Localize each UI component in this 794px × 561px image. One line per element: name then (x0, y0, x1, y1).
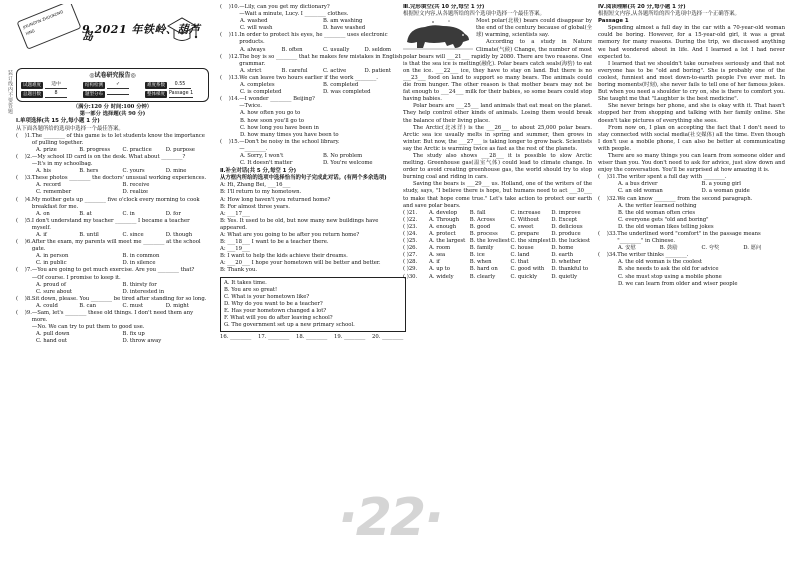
answer-option[interactable]: A. completes (240, 82, 275, 89)
answer-option[interactable]: B. how soon you'll go to (240, 117, 304, 124)
question-number: ( )15. (220, 138, 240, 145)
section-2-title: Ⅱ.补全对话(共 5 分,每空 1 分) (220, 168, 297, 175)
answer-option[interactable]: C. increase (510, 209, 541, 216)
answer-option[interactable]: B. careful (281, 67, 308, 74)
question-number: ( )8. (16, 295, 32, 302)
dialogue-line: B: For almost three years. (220, 203, 290, 210)
passage-paragraph: The study also shows ___28___ it is possible to slow Arctic melting. Greenhouse gas(温室气体) could lead to climate change. In order to avoid creating greenhouse gas, the world should try to stop burning coal and riding in cars. (403, 152, 592, 181)
answer-option[interactable]: D. purpose (165, 146, 195, 153)
answer-options (16, 147, 209, 154)
answer-option[interactable]: D. You're welcome (323, 160, 373, 167)
section-1-instruction: 从下面各题所给的选项中选择一个最佳答案。 (16, 125, 124, 132)
answer-option[interactable]: D. a woman guide (701, 188, 750, 195)
answer-option[interactable]: A. widely (429, 273, 454, 280)
answer-option[interactable]: C. It doesn't matter (240, 160, 293, 167)
answer-option[interactable]: D. improve (551, 209, 581, 216)
answer-options (598, 259, 785, 287)
answer-option[interactable]: B. until (79, 231, 99, 238)
answer-options (16, 168, 209, 175)
answer-option[interactable]: B. receive (122, 182, 150, 189)
column-3 (403, 4, 592, 281)
page-title: 9.2021 年铁岭、葫芦岛 (82, 23, 201, 44)
answer-option[interactable]: A. Sorry, I won't (240, 152, 284, 159)
answer-option[interactable]: D. patient (364, 67, 391, 74)
cloze-option-row (403, 217, 592, 224)
report-grid (21, 81, 204, 98)
question (598, 196, 785, 203)
cloze-option-row (403, 266, 592, 273)
question-number: ( )7. (16, 267, 32, 274)
question-stem: —My school ID card is on the desk. What about ________? —It's in my schoolbag. (31, 153, 186, 168)
question-number: ( )5. (16, 217, 32, 224)
answer-options (220, 82, 406, 96)
question-stem: These photos ________ the doctors' unusual working experiences. (31, 175, 207, 182)
passage-paragraph: The Arctic(北冰洋) is the ___26___ to about 25,000 polar bears. Arctic sea ice usually melts in spring and summer, then grows in winter. But now, the ___27___ is taking longer to grow back. Scientists say the Arctic is warming twice as fast as the rest of the planets. (403, 124, 592, 152)
answer-option[interactable]: B. when (469, 259, 492, 266)
cloze-option-row (403, 238, 592, 245)
option-sentence: G. The government set up a new primary school. (224, 322, 355, 329)
report-value: 适中 (45, 81, 67, 89)
question-stem: —You are going to get much exercise. Are you ________ that? —Of course. I promise to keep it. (31, 267, 195, 281)
answer-option[interactable]: D. home (551, 245, 574, 252)
report-label: 整体梯度 (147, 91, 165, 97)
answer-option[interactable]: A. the writer learned nothing (618, 202, 697, 209)
answer-option[interactable]: C. everyone gets "old and boring" (618, 216, 709, 223)
answer-option[interactable]: C. prepare (510, 231, 540, 237)
question (16, 197, 209, 211)
dialogue-line: A: ___20___ I hope your hometown will be better and better. (220, 260, 381, 267)
answer-option[interactable]: D. 愿问 (743, 245, 762, 252)
option-sentence: B. You are so great! (224, 286, 278, 293)
answer-options (16, 182, 209, 196)
answer-option[interactable]: C. 夸奖 (701, 245, 720, 252)
question (16, 296, 209, 303)
answer-option[interactable]: B. the loveliest (469, 238, 510, 245)
answer-option[interactable]: C. the simplest (510, 238, 551, 245)
cloze-options (403, 210, 592, 281)
dialogue-line: A: What are you going to be after you return home? (220, 232, 360, 238)
dialogue-line: B: I want to help the kids achieve their dreams. (220, 253, 348, 260)
answer-options (16, 253, 209, 267)
answer-options (16, 303, 209, 310)
question-stem: We can know ________ from the second paragraph. (617, 195, 753, 202)
question-number: ( )28. (403, 259, 418, 266)
column-4 (598, 4, 785, 288)
answer-option[interactable]: B. family (469, 245, 494, 252)
answer-option[interactable]: B. ice (469, 252, 485, 259)
dialogue-line: A: ___19___ (220, 246, 250, 253)
answer-blank: 19. ________ (334, 334, 366, 341)
question-number: ( )14. (220, 96, 240, 103)
answer-blank: 16. ________ (220, 334, 252, 341)
answer-option[interactable]: D. earth (551, 252, 574, 259)
page-number: ·22· (338, 488, 442, 548)
question-number: ( )30. (403, 273, 418, 280)
cloze-option-row (403, 259, 592, 266)
answer-option[interactable]: C. that (510, 259, 529, 266)
answer-option[interactable]: B. often (281, 46, 303, 53)
answer-option[interactable]: D. was completed (323, 89, 371, 96)
dialogue-line: A: Hi, Zhang Bei, ___16___ (220, 182, 291, 189)
cloze-option-row (403, 274, 592, 281)
answer-options (16, 211, 209, 218)
answer-options (598, 181, 785, 195)
question-number: ( )6. (16, 239, 32, 246)
answer-options (16, 331, 209, 345)
column-2 (220, 4, 406, 341)
question-number: ( )23. (403, 223, 418, 230)
question-number: ( )27. (403, 252, 418, 259)
answer-option[interactable]: B. No problem (323, 152, 363, 159)
report-label: 题型分布 (85, 91, 103, 97)
question-number: ( )21. (403, 209, 418, 216)
answer-option[interactable]: D. delicious (551, 223, 583, 230)
answer-option[interactable]: B. good (469, 223, 491, 230)
question (16, 239, 209, 253)
question (16, 175, 209, 182)
cloze-option-row (403, 245, 592, 252)
question-stem: In order to protect his eyes, he ________ uses electronic products. (239, 32, 388, 46)
answer-option[interactable]: D. have washed (323, 25, 366, 32)
report-title: ◎试卷研究报告◎ (89, 72, 136, 79)
question-stem: After the exam, my parents will meet me ________ at the school gate. (31, 239, 201, 253)
question-stem: The ________ of this game is to let students know the importance of pulling together. (31, 132, 205, 146)
option-sentence: D. Why do you want to be a teacher? (224, 300, 323, 307)
exam-report-box (16, 68, 209, 102)
answer-options (16, 232, 209, 239)
question (220, 4, 406, 18)
option-sentence: A. It takes time. (224, 279, 267, 286)
report-value: 0.55 (169, 81, 191, 89)
question-stem: The underlined word "comfort" in the passage means "________" in Chinese. (617, 231, 761, 245)
brand-badge: JIXUNGYIN ZHOUKONG XING (16, 4, 81, 50)
cloze-option-row (403, 252, 592, 259)
answer-option[interactable]: C. how long you have been in (240, 124, 319, 131)
answer-option[interactable]: A. enough (429, 223, 457, 230)
question (220, 54, 406, 68)
answer-option[interactable]: A. in person (36, 253, 69, 260)
question-number: ( )10. (220, 4, 240, 10)
dialogue-line: B: ___18___ I want to be a teacher there. (220, 239, 329, 246)
section-1-questions-cont (220, 4, 406, 167)
answer-option[interactable]: C. is completed (240, 89, 282, 96)
question-number: ( )1. (16, 132, 32, 139)
question-number: ( )31. (598, 174, 618, 181)
report-label: 结构检测 (85, 82, 103, 88)
question-number: ( )9. (16, 310, 32, 316)
answer-option[interactable]: A. how often you go to (240, 110, 301, 117)
question-stem: My mother gets up ________ five o'clock every morning to cook breakfast for me. (31, 196, 200, 210)
answer-option[interactable]: C. since (122, 231, 144, 238)
graduation-hat-icon (166, 12, 198, 46)
question-number: ( )25. (403, 238, 418, 245)
answer-options (220, 153, 406, 167)
answer-option[interactable]: A. up to (429, 266, 450, 273)
section-2-instruction: 从方框内所给的选项中选择恰当的句子完成此对话。(有两个多余选项) (220, 175, 387, 182)
answer-option[interactable]: A. record (36, 182, 61, 189)
score-line: （满分:120 分 时间:100 分钟） (72, 104, 153, 111)
answer-blank: 20. ________ (372, 334, 404, 341)
answer-blank: 17. ________ (258, 334, 290, 341)
answer-options (220, 47, 406, 54)
report-value (107, 94, 129, 95)
dialogue (220, 182, 406, 274)
question-stem: Sit down, please. You ________ be tired after standing for so long. (31, 295, 207, 302)
reading-passage (598, 25, 785, 174)
answer-option[interactable]: C. usually (323, 46, 350, 53)
question (220, 32, 406, 46)
answer-option[interactable]: B. thirsty for (122, 281, 157, 288)
answer-option[interactable]: D. throw away (122, 338, 162, 345)
column-1 (16, 4, 209, 345)
answer-option[interactable]: C. sure about (36, 288, 72, 295)
part-line: 第一部分 选择题(共 90 分) (79, 111, 146, 118)
report-label: 总题目数 (23, 91, 41, 97)
passage-paragraph: According to a study in Nature Climate(气候) Change, the number of most polar bears will ___21___ rapidly by 2080. There are two reasons. One is that the sea ice is melting(融化). Polar bears catch seals(海豹) to eat on the ice. ___22___ ice, they have to stay on land. But there is no ___23___ food on land to support so many bears. The animals could die from hunger. The other reason is that mother bears may not be fat enough to ___24___ milk for their babies, so some bears could stop having babies. (403, 39, 592, 103)
answer-option[interactable]: D. for (165, 210, 181, 217)
answer-option[interactable]: D. quietly (551, 273, 578, 280)
answer-option[interactable]: A. protect (429, 231, 456, 237)
answer-blanks (220, 334, 406, 341)
binding-line-text: 装订线内不要答题 (7, 70, 13, 114)
answer-blank: 18. ________ (296, 334, 328, 341)
dialogue-line: B: Yes. It used to be old, but now many new buildings have appeared. (220, 217, 379, 231)
answer-options (598, 203, 785, 231)
answer-option[interactable]: B. at (79, 210, 92, 217)
answer-option[interactable]: D. though (165, 231, 193, 238)
answer-option[interactable]: D. in silence (122, 260, 156, 267)
answer-option[interactable]: A. on (36, 210, 50, 217)
section-1-questions (16, 133, 209, 346)
answer-option[interactable]: A. if (36, 231, 47, 238)
answer-option[interactable]: B. process (469, 231, 498, 237)
answer-option[interactable]: A. develop (429, 209, 458, 216)
question-number: ( )26. (403, 245, 418, 252)
answer-option[interactable]: C. good with (510, 266, 545, 273)
question (598, 252, 785, 259)
report-value: 8 (45, 90, 67, 98)
answer-options (220, 68, 406, 75)
answer-option[interactable]: B. the old woman often cries (618, 209, 696, 216)
answer-option[interactable]: D. might (165, 302, 189, 309)
question-stem: —Lily, can you get my dictionary? —Wait a minute, Lucy. I ________ clothes. (239, 4, 349, 18)
question-stem: —Don't be noisy in the school library. —________. (239, 138, 340, 152)
dialogue-line: B: Thank you. (220, 267, 258, 274)
passage-paragraph: Spending almost a full day in the car with a 70-year-old woman could be boring. However, for a 15-year-old girl, it was a great memory for many reasons. During the trip, we discussed anything we had wondered about in life. And I learned a lot I had never expected to. (598, 25, 785, 60)
answer-option[interactable]: B. fall (469, 209, 486, 216)
answer-option[interactable]: A. prize (36, 146, 57, 153)
question-number: ( )11. (220, 32, 240, 39)
answer-option[interactable]: A. could (36, 302, 58, 309)
answer-option[interactable]: A. a bus driver (618, 181, 658, 188)
answer-option[interactable]: B. she needs to ask the old for advice (618, 266, 719, 273)
question-number: ( )4. (16, 196, 32, 203)
answer-option[interactable]: C. active (323, 67, 347, 74)
cloze-option-row (403, 224, 592, 231)
answer-option[interactable]: A. pull down (36, 331, 70, 338)
answer-option[interactable]: A. proud of (36, 281, 66, 288)
passage-paragraph: Saving the bears is ___29___ us. Holland, one of the writers of the study, says, "I believe there is hope, but humans need to act ___30___ to make that hope come true." Let's take action to protect our earth and save polar bears. (403, 181, 592, 209)
question-number: ( )29. (403, 266, 418, 273)
report-value: Passage 1 (169, 90, 193, 98)
question-stem: The writer thinks ________. (617, 252, 689, 259)
option-sentence: E. Has your hometown changed a lot? (224, 307, 327, 314)
passage-paragraph: Polar bears are ___25___ land animals that eat meat on the planet. They help control other kinds of animals. Losing them would break the balance of their living place. (403, 103, 592, 124)
section-1-title: Ⅰ.单项选择(共 15 分,每小题 1 分) (16, 118, 100, 125)
question-number: ( )24. (403, 231, 418, 237)
dialogue-line: B: I'll return to my hometown. (220, 189, 302, 196)
report-label: 难度系数 (147, 82, 165, 88)
answer-option[interactable]: C. an old woman (618, 188, 663, 195)
answer-option[interactable]: C. in public (36, 260, 67, 267)
question-number: ( )2. (16, 153, 32, 160)
answer-option[interactable]: C. in (122, 210, 135, 217)
answer-option[interactable]: B. in common (122, 253, 160, 260)
question-stem: The writer spent a full day with ________. (617, 174, 727, 181)
answer-option[interactable]: D. whether (551, 259, 581, 266)
question-number: ( )33. (598, 231, 618, 237)
answer-option[interactable]: B. 鼓励 (659, 245, 678, 252)
answer-options (16, 282, 209, 296)
question-stem: The boy is so ________ that he makes few mistakes in English grammar. (239, 53, 403, 67)
answer-option[interactable]: D. seldom (364, 46, 392, 53)
answer-option[interactable]: C. quickly (510, 273, 538, 280)
answer-option[interactable]: A. strict (240, 67, 262, 74)
question (16, 267, 209, 281)
question-stem: I don't understand my teacher ________ I became a teacher myself. (31, 217, 190, 231)
answer-option[interactable]: A. the old woman is the coolest (618, 259, 702, 266)
question (598, 174, 785, 181)
question (220, 139, 406, 153)
answer-option[interactable]: A. if (429, 259, 440, 266)
answer-option[interactable]: C. she must stop using a mobile phone (618, 273, 722, 280)
question-number: ( )32. (598, 195, 618, 202)
answer-option[interactable]: B. progress (79, 146, 111, 153)
answer-option[interactable]: D. realize (122, 189, 149, 196)
section-3-title: Ⅲ.完形填空(共 10 分,每空 1 分) (403, 4, 485, 10)
answer-option[interactable]: B. can (79, 302, 97, 309)
answer-option[interactable]: B. a young girl (701, 181, 741, 188)
answer-option[interactable]: C. yours (122, 168, 145, 175)
question-stem: —Sam, let's ________ these old things. I don't need them any more. —No. We can try to put them to good use. (31, 310, 194, 331)
question-number: ( )12. (220, 53, 240, 60)
question-number: ( )3. (16, 175, 32, 182)
passage-label: Passage 1 (598, 18, 629, 25)
answer-option[interactable]: B. am washing (323, 18, 363, 25)
answer-option[interactable]: C. will wash (240, 25, 273, 32)
answer-option[interactable]: D. we can learn from older and wiser people (618, 280, 738, 287)
report-value: ✓ (107, 81, 129, 89)
question-stem: —I wonder ________ Beijing? —Twice. (239, 96, 315, 110)
answer-option[interactable]: A. washed (240, 18, 268, 25)
section-4-instruction: 根据短文内容,从各题所给的四个选项中选择一个正确答案。 (598, 11, 740, 18)
question (16, 154, 209, 168)
answer-option[interactable]: B. hers (79, 168, 99, 175)
dialogue-line: A: How long haven't you returned home? (220, 196, 331, 203)
question-number: ( )22. (403, 216, 418, 223)
reading-questions (598, 174, 785, 288)
passage-paragraph: I learned that we shouldn't take ourselves seriously and that not everyone has to be "old and boring". She is probably one of the coolest, funniest and most down-to-earth people I've ever met. In boring moments(时刻), she never fails to tell one of her famous jokes. But when you need a shoulder to cry on, she is there to comfort you. She taught me that "Laughter is the best medicine". (598, 60, 785, 103)
answer-option[interactable]: A. always (240, 46, 266, 53)
answer-option[interactable]: D. interested in (122, 288, 165, 295)
section-3-instruction: 根据短文内容,从各题所给的四个选项中选择一个最佳答案。 (403, 11, 545, 18)
question (598, 231, 785, 245)
answer-option[interactable]: B. fix up (122, 331, 145, 338)
question-number: ( )13. (220, 74, 240, 81)
answer-option[interactable]: D. the old woman likes telling jokes (618, 223, 714, 230)
answer-options (598, 245, 785, 252)
answer-option[interactable]: B. Across (469, 216, 495, 223)
passage-paragraph: There are so many things you can learn from someone older and wiser than you. You don't need to ask for advice, just slow down and enjoy the conversation. You'll be surprised at how amazing it is. (598, 152, 785, 174)
question-stem: We can leave two hours earlier if the work ________. (239, 74, 378, 81)
question (16, 310, 209, 331)
passage-paragraph: Most polar(北极) bears could disappear by the end of the century because of global(全球) warming, scientists say. (476, 18, 592, 39)
answer-option[interactable]: D. the luckiest (551, 238, 590, 245)
answer-option[interactable]: A. 安慰 (618, 245, 636, 252)
passage-paragraph: She never brings her phone, and she is okay with it. That hasn't stopped her from shopping and talking with her family online. She doesn't take pictures of everything she sees. (598, 103, 785, 124)
answer-option[interactable]: C. hand out (36, 338, 68, 345)
answer-option[interactable]: C. sweet (510, 223, 534, 230)
polar-bear-illustration (403, 18, 473, 52)
options-box (220, 277, 406, 333)
question (220, 75, 406, 82)
answer-options (220, 18, 406, 32)
answer-option[interactable]: A. room (429, 245, 451, 252)
cloze-option-row (403, 210, 592, 217)
answer-options (220, 110, 406, 138)
option-sentence: F. What will you do after leaving school? (224, 315, 333, 322)
question (16, 133, 209, 147)
answer-option[interactable]: D. Except (551, 216, 578, 223)
section-4-title: Ⅳ.阅读理解(共 20 分,每小题 1 分) (598, 4, 686, 10)
answer-option[interactable]: C. practice (122, 146, 152, 153)
answer-option[interactable]: D. mine (165, 168, 187, 175)
question-number: ( )34. (598, 252, 618, 259)
answer-option[interactable]: A. his (36, 168, 52, 175)
answer-option[interactable]: C. house (510, 245, 534, 252)
answer-option[interactable]: B. clearly (469, 273, 496, 280)
answer-option[interactable]: C. remember (36, 189, 72, 196)
cloze-option-row (403, 231, 592, 238)
answer-option[interactable]: A. the largest (429, 238, 466, 245)
answer-option[interactable]: A. Through (429, 216, 460, 223)
answer-option[interactable]: B. completed (323, 82, 359, 89)
answer-option[interactable]: D. how many times you have been to (240, 131, 339, 138)
report-label: 试题难度 (23, 82, 41, 88)
option-sentence: C. What is your hometown like? (224, 293, 310, 300)
question (16, 218, 209, 232)
answer-option[interactable]: D. produce (551, 231, 581, 237)
answer-option[interactable]: C. land (510, 252, 530, 259)
dialogue-line: A: ___17___ (220, 210, 250, 217)
answer-option[interactable]: D. thankful to (551, 266, 589, 273)
page-header (16, 4, 209, 66)
answer-option[interactable]: C. Without (510, 216, 540, 223)
answer-option[interactable]: C. must (122, 302, 144, 309)
question (220, 96, 406, 110)
answer-option[interactable]: B. hard on (469, 266, 498, 273)
passage-paragraph: From now on, I plan on accepting the fact that I don't need to stay connected with social media(社交媒体) all the time. Even though I don't use a mobile phone, I can also be better at communicating with people. (598, 124, 785, 152)
answer-option[interactable]: A. sea (429, 252, 446, 259)
